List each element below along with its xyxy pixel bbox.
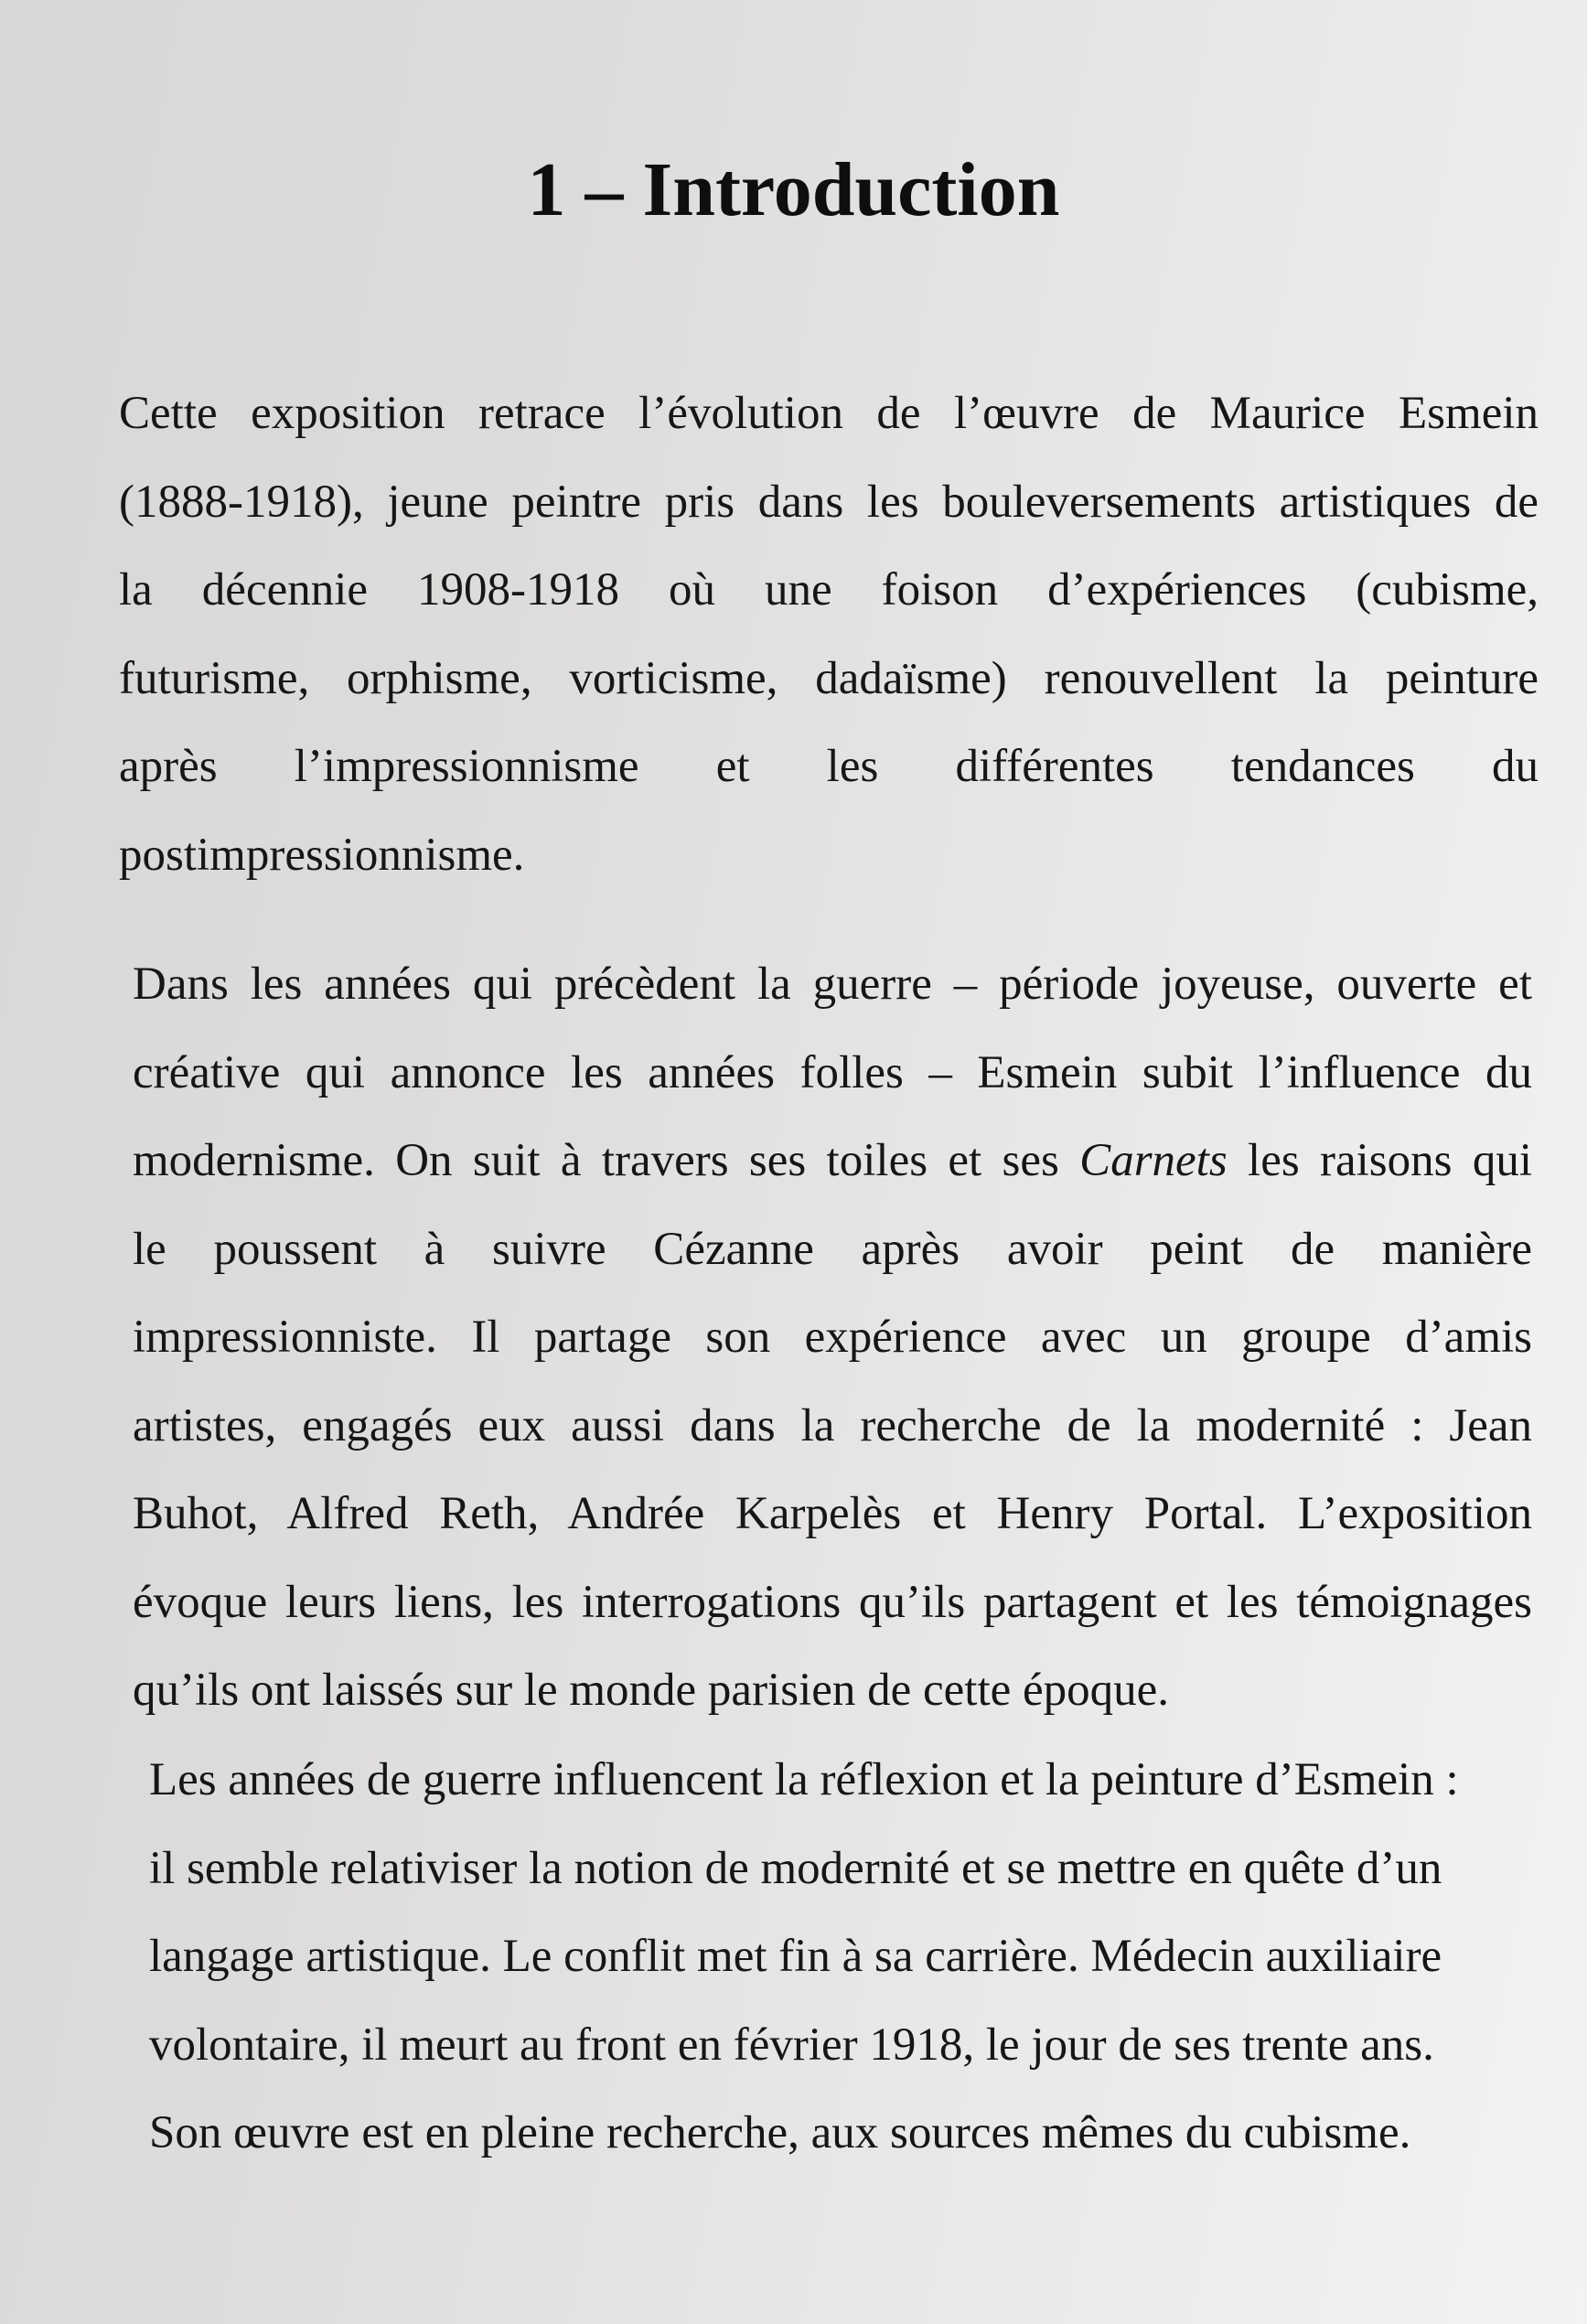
page-title: 1 – Introduction — [527, 147, 1060, 232]
paragraph-3-line: Les années de guerre influencent la réflexion et la peinture d’Esmein : — [149, 1754, 1459, 1805]
paragraph-1-line: (1888-1918), jeune peintre pris dans les bouleversements artistiques de — [119, 476, 1539, 528]
paragraph-2-line: le poussent à suivre Cézanne après avoir peint de manière — [133, 1223, 1532, 1275]
paragraph-2-line: Dans les années qui précèdent la guerre – période joyeuse, ouverte et — [133, 959, 1532, 1010]
paragraph-2-line: évoque leurs liens, les interrogations qu’ils partagent et les témoignages — [133, 1576, 1532, 1628]
paragraph-2-line: créative qui annonce les années folles – Esmein subit l’influence du — [133, 1046, 1532, 1098]
paragraph-3-line: il semble relativiser la notion de modernité et se mettre en quête d’un — [149, 1842, 1442, 1894]
paragraph-1-line: futurisme, orphisme, vorticisme, dadaïsme) renouvellent la peinture — [119, 652, 1539, 704]
paragraph-1 — [119, 369, 1539, 899]
paragraph-2-line — [133, 1117, 1532, 1205]
paragraph-1-line: après l’impressionnisme et les différentes tendances du — [119, 741, 1539, 792]
paragraph-3 — [149, 1736, 1523, 2178]
paragraph-3-line: volontaire, il meurt au front en février 1918, le jour de ses trente ans. — [149, 2019, 1434, 2071]
paragraph-2-line: Buhot, Alfred Reth, Andrée Karpelès et Henry Portal. L’exposition — [133, 1488, 1532, 1539]
line-text: modernisme. On suit à travers ses toiles et ses — [133, 1135, 1080, 1186]
carnets-italic: Carnets — [1079, 1135, 1228, 1186]
line-text: les raisons qui — [1227, 1135, 1532, 1186]
paragraph-2-line: qu’ils ont laissés sur le monde parisien de cette époque. — [133, 1665, 1170, 1716]
paragraph-1-line: postimpressionnisme. — [119, 829, 525, 881]
paragraph-2 — [133, 940, 1532, 1735]
paragraph-1-line: Cette exposition retrace l’évolution de l’œuvre de Maurice Esmein — [119, 388, 1539, 439]
paragraph-2-line: artistes, engagés eux aussi dans la recherche de la modernité : Jean — [133, 1399, 1532, 1451]
paragraph-2-line: impressionniste. Il partage son expérience avec un groupe d’amis — [133, 1312, 1532, 1363]
paragraph-3-line: langage artistique. Le conflit met fin à sa carrière. Médecin auxiliaire — [149, 1931, 1442, 1982]
paragraph-1-line: la décennie 1908-1918 où une foison d’expériences (cubisme, — [119, 564, 1539, 616]
paragraph-3-line: Son œuvre est en pleine recherche, aux sources mêmes du cubisme. — [149, 2107, 1411, 2158]
